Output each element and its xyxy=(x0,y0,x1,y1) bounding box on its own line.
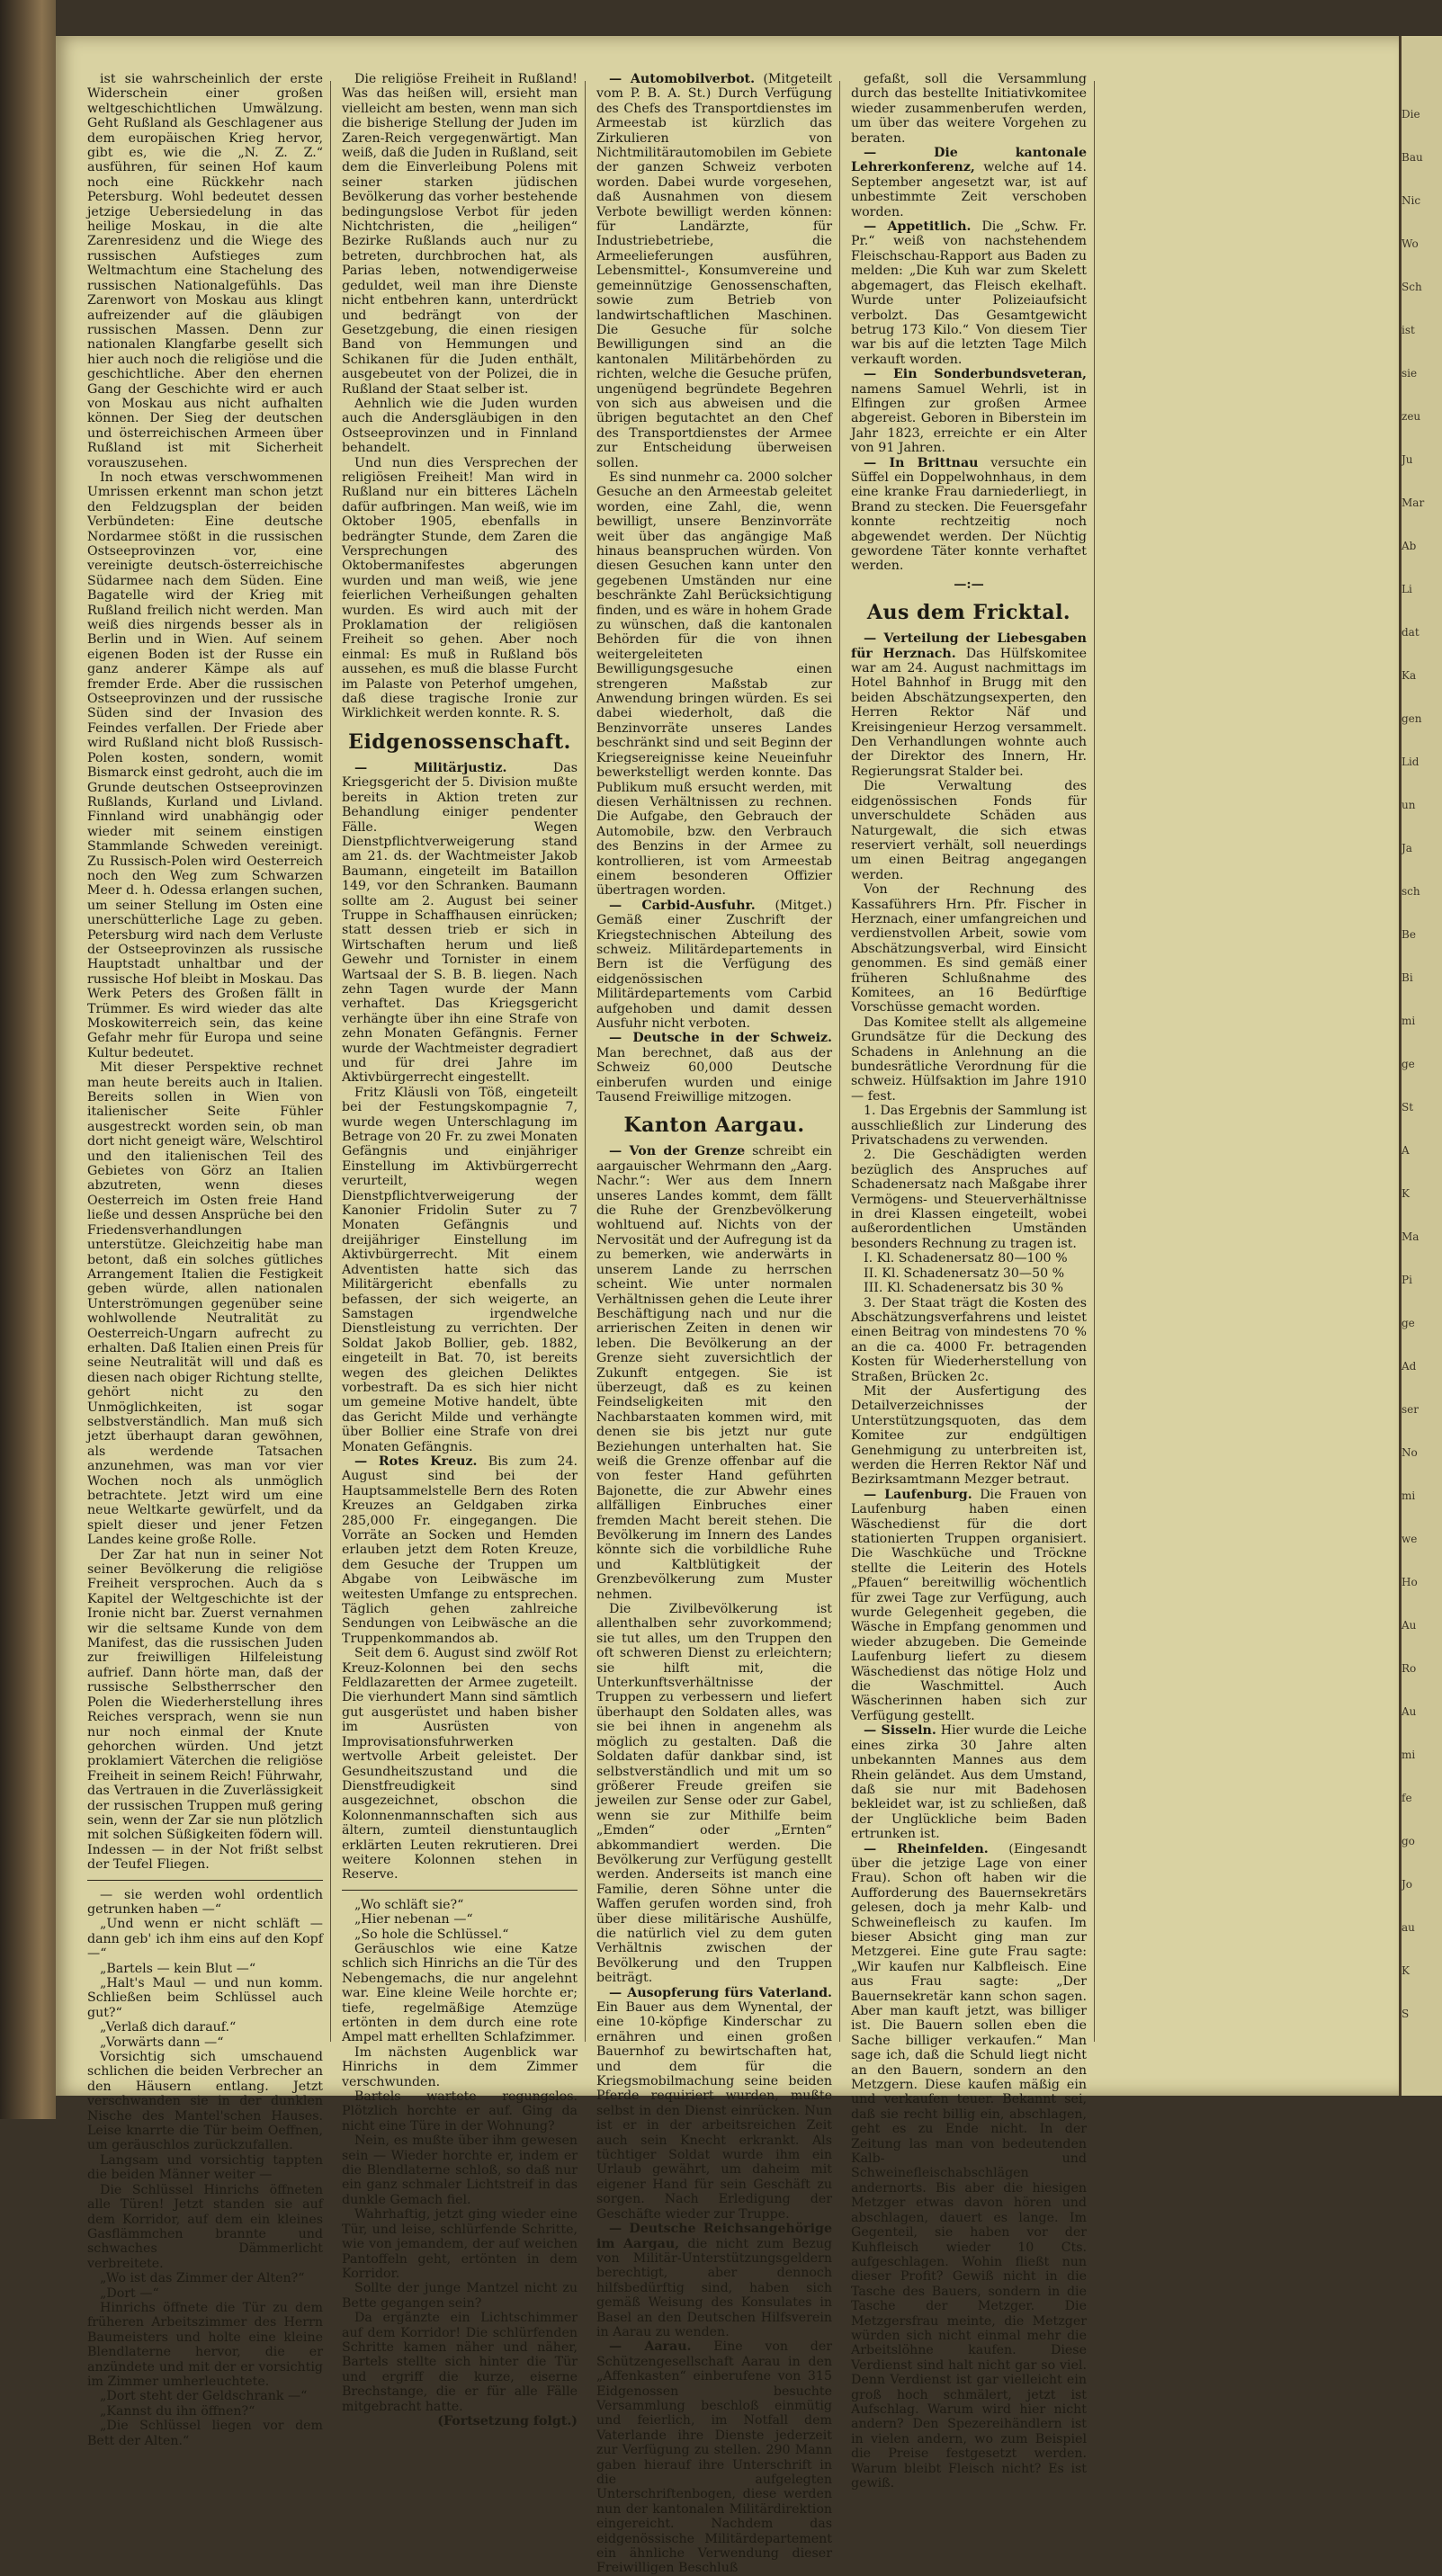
article-text: gefaßt, soll die Versammlung durch das bestellte Initiativkomitee wieder zusammenberufen werden, um über das weitere Vorgehen zu beraten. xyxy=(851,72,1087,146)
article-text: Wahrhaftig, jetzt ging wieder eine Tür, und leise, schlürfende Schritte, wie von jemandem, der auf weichen Pantoffeln geht, ertönten in dem Korridor. xyxy=(342,2207,578,2281)
section-title xyxy=(342,729,578,756)
article-text: Bartels wartete regungslos. Plötzlich horchte er auf. Ging da nicht eine Türe in der Wohnung? xyxy=(342,2089,578,2133)
article-paragraph xyxy=(851,1266,1087,1281)
article-heading: — Rotes Kreuz. xyxy=(354,1453,478,1469)
edge-text-fragment: K xyxy=(1402,1187,1410,1200)
article-paragraph xyxy=(851,367,1087,455)
article-heading: — Militärjustiz. xyxy=(354,760,507,775)
article-paragraph xyxy=(87,2404,323,2419)
edge-text-fragment: Ab xyxy=(1402,540,1417,552)
edge-text-fragment: Ka xyxy=(1402,669,1417,682)
article-paragraph xyxy=(342,2133,578,2207)
continuation-note xyxy=(342,2414,578,2428)
edge-text-fragment: fe xyxy=(1402,1792,1412,1804)
edge-text-fragment: Li xyxy=(1402,583,1412,595)
article-text: I. Kl. Schadenersatz 80—100 % xyxy=(864,1251,1068,1266)
article-text: Fritz Kläusli von Töß, eingeteilt bei der Festungskompagnie 7, wurde wegen Unterschlagung im Betrage von 20 Fr. zu zwei Monaten Gefängnis und einjähriger Einstellung im Aktivbürgerrecht verurteilt, wegen Dienstpflichtverweigerung der Kanonier Fridolin Suter zu 7 Monaten Gefängnis und dreijähriger Einstellung im Aktivbürgerrecht. Mit einem Adventisten hatte sich das Militärgericht ebenfalls zu befassen, der sich weigerte, an Samstagen irgendwelche Dienstleistung zu verrichten. Der Soldat Jakob Bollier, geb. 1882, eingeteilt in Bat. 70, ist bereits wegen des gleichen Deliktes vorbestraft. Da es sich hier nicht um gemeine Motive handelt, übte das Gericht Milde und verhängte über Bollier eine Strafe von drei Monaten Gefängnis. xyxy=(342,1085,578,1454)
column-rule xyxy=(1094,81,1095,2042)
article-text: Von der Rechnung des Kassaführers Hrn. Pfr. Fischer in Herznach, einer umfangreichen und verdienstvollen Arbeit, sowie vom Abschätzungsverbal, wird Einsicht genommen. Es sind gemäß einer früheren Schlußnahme des Komitees, an 16 Bedürftige Vorschüsse gemacht worden. xyxy=(851,882,1087,1015)
separator xyxy=(851,577,1087,592)
edge-text-fragment: mi xyxy=(1402,1015,1416,1027)
article-text: Die Verwaltung des eidgenössischen Fonds für unverschuldete Schäden aus Naturgewalt, die sich etwas reserviert verhält, soll neuerdings um einen Beitrag angegangen werden. xyxy=(851,779,1087,882)
article-text: „Verlaß dich darauf.“ xyxy=(100,2020,237,2035)
edge-text-fragment: Au xyxy=(1402,1705,1417,1718)
article-heading: — Carbid-Ausfuhr. xyxy=(609,898,756,913)
article-paragraph xyxy=(851,1104,1087,1148)
edge-text-fragment: Ju xyxy=(1402,453,1413,466)
edge-text-fragment: ser xyxy=(1402,1403,1419,1416)
edge-text-fragment: au xyxy=(1402,1921,1415,1934)
article-text: Eine von der Schützengesellschaft Aarau in den „Affenkasten“ einberufene von 315 Eidgenossen besuchte Versammlung beschloß einmütig und feierlich, im Notfall dem Vaterlande ihre Dienste jederzeit zur Verfügung zu stellen. 290 Mann gaben hierauf ihre Unterschrift in die aufgelegten Unterschriftenbogen, diese werden nun der kantonalen Militärdirektion eingereicht. Nachdem das eidgenössische Militärdepartement ein ähnliche Verwendung dieser Freiwilligen Beschluß xyxy=(596,2339,833,2576)
article-text: Es sind nunmehr ca. 2000 solcher Gesuche an den Armeestab geleitet worden, eine Zahl, die, wenn bewilligt, unsere Benzinvorräte weit über das angängige Maß hinaus beanspruchen würden. Von diesen Gesuchen kann unter den gegebenen Umständen nur eine beschränkte Zahl Berücksichtigung finden, und es wäre in hohem Grade zu wünschen, daß die kantonalen Behörden für die von ihnen weitergeleiteten Bewilligungsgesuche einen strengeren Maßstab zur Anwendung bringen würden. Es sei dabei wiederholt, daß die Benzinvorräte unseres Landes beschränkt sind und seit Beginn der Kriegsereignisse keine Neueinfuhr bewerkstelligt werden konnte. Das Publikum muß ersucht werden, mit diesen Verhältnissen zu rechnen. Die Aufgabe, den Gebrauch der Automobile, bzw. den Verbrauch des Benzins in der Armee zu kontrollieren, ist vom Armeestab einem besonderen Offizier übertragen worden. xyxy=(596,470,832,899)
article-paragraph xyxy=(87,1888,323,1918)
article-text: 1. Das Ergebnis der Sammlung ist ausschließlich zur Linderung des Privatschadens zu verwenden. xyxy=(851,1104,1087,1149)
article-paragraph xyxy=(851,631,1087,779)
edge-text-fragment: sch xyxy=(1402,885,1420,898)
edge-text-fragment: un xyxy=(1402,799,1416,811)
article-paragraph xyxy=(851,1251,1087,1266)
article-text: Mit dieser Perspektive rechnet man heute bereits auch in Italien. Bereits sollen in Wien von italienischer Seite Fühler ausgestreckt worden sein, ob man dort nicht geneigt wäre, Welschtirol und den italienischen Teil des Gebietes von Görz an Italien abzutreten, wenn dieses Oesterreich im Osten freie Hand ließe und dessen Ansprüche bei den Friedensverhandlungen unterstütze. Gleichzeitig habe man betont, daß ein solches gütliches Arrangement Italien die Festigkeit geben würde, allen nationalen Unterströmungen gegenüber seine wohlwollende Neutralität zu Oesterreich-Ungarn aufrecht zu erhalten. Daß Italien einen Preis für seine Neutralität will und daß es diesen nach obiger Richtung stellte, gehört nicht zu den Unmöglichkeiten, ist sogar selbstverständlich. Man muß sich jetzt überhaupt daran gewöhnen, als werdende Tatsachen anzunehmen, was man vor vier Wochen noch als unmöglich betrachtete. Jetzt wird um eine neue Weltkarte gewürfelt, und da spielt dieser und jener Fetzen Landes keine große Rolle. xyxy=(87,1060,323,1548)
article-paragraph xyxy=(342,1942,578,2045)
edge-text-fragment: A xyxy=(1402,1144,1410,1157)
article-text: „Und wenn er nicht schläft — dann geb' ich ihm eins auf den Kopf —“ xyxy=(87,1917,323,1962)
article-text: Die Zivilbevölkerung ist allenthalben sehr zuvorkommend; sie tut alles, um den Truppen den oft schweren Dienst zu erleichtern; sie hilft mit, die Unterkunftsverhältnisse der Truppen zu verbessern und liefert überhaupt den Soldaten alles, was sie bei ihnen in angenehm als möglich zu gestalten. Daß die Soldaten dafür dankbar sind, ist selbstverständlich und mit um so größerer Freude greifen sie jeweilen zur Sense oder zur Gabel, wenn sie zur Mithilfe beim „Emden“ oder „Ernten“ abkommandiert werden. Die Bevölkerung zur Verfügung gestellt werden. Anderseits ist manch eine Familie, deren Söhne unter die Waffen gerufen worden sind, froh über diese militärische Aushülfe, die natürlich viel zu dem guten Verhältnis zwischen der Bevölkerung und den Truppen beiträgt. xyxy=(596,1602,832,1986)
article-text: welche auf 14. September angesetzt war, ist auf unbestimmte Zeit verschoben worden. xyxy=(851,160,1087,219)
article-text: Das Komitee stellt als allgemeine Grundsätze für die Deckung des Schadens in Anlehnung an die bundesrätliche Verordnung für die schweiz. Hülfsaktion im Jahre 1910 — fest. xyxy=(851,1015,1087,1104)
article-paragraph xyxy=(87,1060,323,1547)
article-text: Man berechnet, daß aus der Schweiz 60,000 Deutsche einberufen wurden und einige Tausend Freiwillige mitzogen. xyxy=(596,1045,832,1105)
article-paragraph xyxy=(596,899,832,1032)
article-paragraph xyxy=(851,146,1087,219)
article-text: „Hier nebenan —“ xyxy=(354,1912,473,1928)
article-heading: — Die kantonale Lehrerkonferenz, xyxy=(851,146,1087,175)
article-paragraph xyxy=(342,1454,578,1646)
article-text: (Eingesandt über die jetzige Lage von einer Frau). Schon oft haben wir die Aufforderung des Bauernsekretärs gelesen, doch ja mehr Kalb- und Schweinefleisch zu kaufen. Im bieser Absicht ging man zur Metzgerei. Eine gute Frau sagte: „Wir kaufen nur Kalbfleisch. Eine aus Frau sagte: „Der Bauernsekretär kann schon sagen. Aber man kauft jetzt, was billiger ist. Die Bauern sollen eben die Sache billiger verkaufen.“ Man sage ich, daß die Schuld liegt nicht an den Bauern, sondern an den Metzgern. Diese kaufen mäßig ein und verkaufen teuer. Bekannt sei, daß sie recht billig ein, abschlagen, geht es zu Ende nicht. In der Zeitung las man von bedeutenden Kalb- und Schweinefleischabschlägen andernorts. Bis aber die hiesigen Metzger etwas davon hören und abschlagen, dauert es lange. Im Gegenteil, sie haben vor der Kuhfleisch wieder 10 Cts. aufgeschlagen. Wohin fließt nun dieser Profit? Gewiß nicht in die Tasche des Bauers, sondern in die Tasche der Metzger. Die Metzgersfrau meinte, die Metzger würden sich nicht einmal mehr die Arbeitslöhne kaufen. Diese Verdienst sind halt nicht gar so viel. Denn Verdienst ist gar vielleicht ein groß hoch schmälert, jetzt ist Aufschlag. Warum wird hier nicht andern? Den Spezereihändlern ist in vielen andern, wo zum Beispiel die Preise festgesetzt werden. Warum bleibt Fleisch nicht? Es ist gewiß. xyxy=(851,1841,1088,2491)
section-title xyxy=(851,599,1087,626)
article-text: „Die Schlüssel liegen vor dem Bett der Alten.“ xyxy=(87,2419,323,2448)
article-paragraph xyxy=(851,456,1087,574)
article-text: (Mitget.) Gemäß einer Zuschrift der Kriegstechnischen Abteilung des schweiz. Militärdepartements in Bern ist die Verfügung des eidgenössischen Militärdepartements vom Carbid aufgehoben und damit dessen Ausfuhr nicht verboten. xyxy=(596,898,832,1031)
article-heading: — Ausopferung fürs Vaterland. xyxy=(609,1985,832,2000)
article-heading: — Laufenburg. xyxy=(864,1487,972,1502)
article-paragraph xyxy=(87,72,323,470)
edge-text-fragment: zeu xyxy=(1402,410,1421,423)
edge-text-fragment: St xyxy=(1402,1101,1414,1114)
edge-text-fragment: we xyxy=(1402,1533,1418,1545)
edge-text-fragment: Ja xyxy=(1402,842,1412,854)
article-text: „Halt's Maul — und nun komm. Schließen beim Schlüssel auch gut?“ xyxy=(87,1976,323,2020)
article-paragraph xyxy=(87,1917,323,1961)
article-paragraph xyxy=(851,779,1087,882)
article-text: Eidgenossenschaft. xyxy=(348,729,571,754)
article-paragraph xyxy=(596,1602,832,1986)
article-text: Kanton Aargau. xyxy=(623,1114,805,1138)
article-paragraph xyxy=(87,470,323,1060)
article-heading: — Von der Grenze xyxy=(609,1144,746,1159)
article-text: In noch etwas verschwommenen Umrissen erkennt man schon jetzt den Feldzugsplan der beiden Verbündeten: Eine deutsche Nordarmee stößt in die russischen Ostseeprovinzen vor, eine vereinigte deutsch-österreichische Südarmee nach dem Süden. Eine Bagatelle wird der Krieg mit Rußland freilich nicht werden. Man weiß dies nirgends besser als in Berlin und in Wien. Auf seinem eigenen Boden ist der Russe ein ganz anderer Kämpe als auf fremder Erde. Aber die russischen Ostseeprovinzen und der russische Süden sind der Invasion des Feindes verfallen. Der Friede aber wird Rußland nicht bloß Russisch-Polen kosten, sondern, womit Bismarck einst gedroht, auch die im Grunde deutschen Ostseeprovinzen Rußlands, Kurland und Livland. Finnland wird unabhängig oder wieder mit seinem einstigen Stammlande Schweden vereinigt. Zu Russisch-Polen wird Oesterreich noch den Weg zum Schwarzen Meer d. h. Odessa erlangen suchen, um seiner Stellung im Osten eine unerschütterliche Lage zu geben. Petersburg wird nach dem Verluste der Ostseeprovinzen als russische Hauptstadt unhaltbar und der russische Hof bleibt in Moskau. Das Werk Peters des Großen fällt in Trümmer. Es wird wieder das alte Moskowiterreich sein, das keine Gefahr mehr für Europa und seine Kultur bedeutet. xyxy=(87,470,323,1060)
article-text: Und nun dies Versprechen der religiösen Freiheit! Man wird in Rußland nur ein bitteres Lächeln dafür aufbringen. Man weiß, wie im Oktober 1905, ebenfalls in bedrängter Stunde, dem Zaren die Versprechungen des Oktobermanifestes abgerungen wurden und man weiß, wie jene feierlichen Verheißungen gehalten wurden. Es wird auch mit der Proklamation der religiösen Freiheit so gehen. Aber noch einmal: Es muß in Rußland bös aussehen, es muß die blasse Furcht im Palaste von Peterhof umgehen, daß diese tragische Ironie zur Wirklichkeit werden konnte. R. S. xyxy=(342,455,578,721)
article-heading: — Deutsche Reichsangehörige im Aargau, xyxy=(596,2222,832,2251)
edge-text-fragment: Jo xyxy=(1402,1878,1413,1891)
article-paragraph xyxy=(851,72,1087,146)
article-paragraph xyxy=(851,1384,1087,1488)
article-paragraph xyxy=(342,2089,578,2133)
edge-text-fragment: Mar xyxy=(1402,496,1425,509)
edge-text-fragment: K xyxy=(1402,1964,1410,1977)
article-text: Geräuschlos wie eine Katze schlich sich Hinrichs an die Tür des Nebengemachs, die nur angelehnt war. Eine kleine Weile horchte er; tiefe, regelmäßige Atemzüge ertönten in dem durch eine rote Ampel matt erhellten Schlafzimmer. xyxy=(342,1941,578,2045)
article-heading: — Appetitlich. xyxy=(864,219,972,235)
edge-text-fragment: Be xyxy=(1402,928,1416,941)
edge-text-fragment: S xyxy=(1402,2008,1410,2020)
article-paragraph xyxy=(851,1488,1087,1724)
edge-text-fragment: No xyxy=(1402,1446,1418,1459)
article-paragraph xyxy=(87,2050,323,2153)
article-paragraph xyxy=(596,2339,832,2576)
article-heading: — Verteilung der Liebesgaben für Herznach. xyxy=(851,631,1087,661)
article-text: „Vorwärts dann —“ xyxy=(100,2035,224,2050)
article-paragraph xyxy=(851,1842,1087,2491)
edge-text-fragment: Wo xyxy=(1402,237,1419,250)
edge-text-fragment: ist xyxy=(1402,324,1415,336)
article-text: Ein Bauer aus dem Wynental, der eine 10-köpfige Kinderschar zu ernähren und einen großen Bauernhof zu bewirtschaften hat, und dem für die Kriegsmobilmachung seine beiden Pferde requiriert wurden, mußte selbst in den Dienst einrücken. Nun ist er in der arbeitsreichen Zeit auch sein Knecht erkrankt. Als tüchtiger Soldat wurde ihm ein Urlaub gewährt, um daheim mit eigener Hand für sein Geschäft zu sorgen. Nach Erledigung der Geschäfte wieder zur Truppe. xyxy=(596,2000,832,2222)
article-text: Das Kriegsgericht der 5. Division mußte bereits in Aktion treten zur Behandlung einiger pendenter Fälle. Wegen Dienstpflichtverweigerung stand am 21. ds. der Wachtmeister Jakob Baumann, eingeteilt im Bataillon 149, vor den Schranken. Baumann sollte am 2. August bei seiner Truppe in Schaffhausen einrücken; statt dessen trieb er sich in Wirtschaften herum und ließ Gewehr und Tornister in einem Wartsaal der S. B. B. liegen. Nach zehn Tagen wurde der Mann verhaftet. Das Kriegsgericht verhängte über ihn eine Strafe von zehn Monaten Gefängnis. Ferner wurde der Wachtmeister degradiert und für drei Jahre im Aktivbürgerrecht eingestellt. xyxy=(342,760,578,1086)
column-rule xyxy=(839,81,840,2042)
article-paragraph xyxy=(87,2389,323,2403)
edge-text-fragment: mi xyxy=(1402,1749,1416,1761)
article-paragraph xyxy=(342,2281,578,2311)
article-paragraph xyxy=(851,1723,1087,1841)
article-heading: — Sisseln. xyxy=(864,1723,936,1739)
section-rule xyxy=(87,1880,323,1881)
article-paragraph xyxy=(87,2286,323,2301)
adjacent-page-edge xyxy=(1399,36,1442,2096)
article-paragraph xyxy=(851,1015,1087,1104)
edge-text-fragment: Ro xyxy=(1402,1662,1417,1675)
article-paragraph xyxy=(851,1281,1087,1295)
article-paragraph xyxy=(87,2153,323,2183)
article-text: II. Kl. Schadenersatz 30—50 % xyxy=(864,1266,1065,1281)
article-paragraph xyxy=(87,1976,323,2020)
article-text: 2. Die Geschädigten werden bezüglich des Anspruches auf Schadenersatz nach Maßgabe ihrer Vermögens- und Steuerverhältnisse in drei Klassen eingeteilt, wobei außerordentlichen Umständen besonders Rechnung zu tragen ist. xyxy=(851,1148,1087,1251)
edge-text-fragment: Sch xyxy=(1402,281,1422,293)
article-text: Sollte der junge Mantzel nicht zu Bette gegangen sein? xyxy=(342,2281,578,2311)
column-1 xyxy=(87,72,323,2448)
article-heading: — Deutsche in der Schweiz. xyxy=(609,1031,832,1046)
article-text: Aehnlich wie die Juden wurden auch die Andersgläubigen in den Ostseeprovinzen und in Finnland behandelt. xyxy=(342,396,578,456)
article-heading: — Automobilverbot. xyxy=(609,72,756,86)
article-paragraph xyxy=(87,2020,323,2035)
article-paragraph xyxy=(851,1296,1087,1384)
edge-text-fragment: Ho xyxy=(1402,1576,1418,1588)
article-paragraph xyxy=(87,2301,323,2389)
article-paragraph xyxy=(342,1898,578,1912)
article-text: Die religiöse Freiheit in Rußland! Was das heißen will, ersieht man vielleicht am besten, wenn man sich die bisherige Stellung der Juden im Zaren-Reich vergegenwärtigt. Man weiß, daß die Juden in Rußland, seit dem die Einverleibung Polens mit seiner starken jüdischen Bevölkerung das vorher bestehende bedingungslose Verbot für jeden Nichtchristen, die „heiligen“ Bezirke Rußlands auch nur zu betreten, durchbrochen hat, als Parias leben, notwendigerweise geduldet, weil man ihre Dienste nicht entbehren kann, unterdrückt und bedrängt von der Gesetzgebung, die einen riesigen Band von Hemmungen und Schikanen für die Juden enthält, ausgebeutet von der Polizei, die in Rußland der Staat selber ist. xyxy=(342,72,578,397)
article-paragraph xyxy=(342,1646,578,1883)
article-heading: — Rheinfelden. xyxy=(864,1841,989,1856)
article-text: Hinrichs öffnete die Tür zu dem früheren Arbeitszimmer des Herrn Baumeisters und holte eine kleine Blendlaterne hervor, die er anzündete und mit der er vorsichtig im Zimmer umherleuchtete. xyxy=(87,2300,323,2389)
book-binding xyxy=(0,0,56,2119)
column-rule xyxy=(330,81,331,2042)
article-heading: — Ein Sonderbundsveteran, xyxy=(864,367,1087,382)
article-paragraph xyxy=(87,2035,323,2050)
article-text: „So hole die Schlüssel.“ xyxy=(354,1927,509,1942)
article-paragraph xyxy=(342,2207,578,2281)
article-paragraph xyxy=(596,1986,832,2223)
article-text: Das Hülfskomitee war am 24. August nachmittags im Hotel Bahnhof in Brugg mit den beiden Abschätzungsexperten, den Herren Rektor Näf und Kreisingenieur Herzog versammelt. Den Verhandlungen wohnte auch der Direktor des Innern, Hr. Regierungsrat Stalder bei. xyxy=(851,646,1087,779)
article-text: versuchte ein Süffel ein Doppelwohnhaus, in dem eine kranke Frau darniederliegt, in Brand zu stecken. Die Feuersgefahr konnte rechtzeitig noch abgewendet werden. Der Nüchtig gewordene Täter konnte verhaftet werden. xyxy=(851,455,1087,574)
article-paragraph xyxy=(87,2419,323,2448)
edge-text-fragment: ge xyxy=(1402,1058,1415,1070)
edge-text-fragment: Lid xyxy=(1402,756,1420,768)
article-paragraph xyxy=(342,397,578,456)
article-paragraph xyxy=(342,1086,578,1454)
article-text: „Wo schläft sie?“ xyxy=(354,1897,464,1912)
edge-text-fragment: mi xyxy=(1402,1489,1416,1502)
article-text: Aus dem Fricktal. xyxy=(866,601,1071,625)
article-text: 3. Der Staat trägt die Kosten des Abschätzungsverfahrens und leistet einen Beitrag von mindestens 70 % an die ca. 4000 Fr. betragenden Kosten für Wiederherstellung von Straßen, Brücken 2c. xyxy=(851,1295,1087,1384)
edge-text-fragment: sie xyxy=(1402,367,1418,380)
edge-text-fragment: Pi xyxy=(1402,1274,1412,1286)
article-text: Langsam und vorsichtig tappten die beiden Männer weiter — xyxy=(87,2152,323,2183)
article-text: „Dort steht der Geldschrank —“ xyxy=(100,2389,308,2404)
article-text: die nicht zum Bezug von Militär-Unterstützungsgeldern berechtigt, aber dennoch hilfsbedürftig sind, haben sich gemäß Weisung des Konsulates in Basel an den Deutschen Hilfsverein in Aarau zu wenden. xyxy=(596,2236,832,2339)
article-paragraph xyxy=(596,470,832,899)
edge-text-fragment: Ma xyxy=(1402,1230,1420,1243)
article-text: „Wo ist das Zimmer der Alten?“ xyxy=(100,2271,305,2286)
column-3 xyxy=(596,72,833,2576)
article-heading: — Aarau. xyxy=(609,2339,692,2355)
article-paragraph xyxy=(342,72,578,397)
article-paragraph xyxy=(342,456,578,721)
article-text: ist sie wahrscheinlich der erste Widerschein einer großen weltgeschichtlichen Umwälzung. Geht Rußland als Geschlagener aus dem europäischen Krieg hervor, gibt es, wie die „N. Z. Z.“ ausführen, für seinen Hof kaum noch eine Rückkehr nach Petersburg. Wohl bedeutet dessen jetzige Uebersiedelung in das heilige Moskau, in die alte Zarenresidenz und die Wiege des russischen Aufstieges zum Weltmachtum eine Stachelung des russischen Nationalgefühls. Das Zarenwort von Moskau aus klingt aufreizender auf die gläubigen russischen Massen. Denn zur nationalen Klangfarbe gesellt sich hier auch noch die religiöse und die geschichtliche. Aber den ehernen Gang der Geschichte wird er auch von Moskau aus nicht aufhalten können. Der Sieg der deutschen und österreichischen Armeen über Rußland ist mit Sicherheit vorauszusehen. xyxy=(87,72,323,470)
article-paragraph xyxy=(87,2183,323,2271)
edge-text-fragment: Bi xyxy=(1402,971,1413,984)
article-text: —:— xyxy=(954,577,984,592)
article-paragraph xyxy=(851,1148,1087,1251)
article-paragraph xyxy=(596,1144,832,1602)
article-text: „Kannst du ihn öffnen?“ xyxy=(100,2403,255,2419)
article-paragraph xyxy=(87,1962,323,1976)
edge-text-fragment: gen xyxy=(1402,712,1422,725)
section-rule xyxy=(342,1890,578,1891)
edge-text-fragment: Au xyxy=(1402,1619,1417,1632)
article-text: Seit dem 6. August sind zwölf Rot Kreuz-Kolonnen bei den sechs Feldlazaretten der Armee zugeteilt. Die vierhundert Mann sind sämtlich gut ausgerüstet und haben bisher im Ausrüsten von Improvisationsfuhrwerken wertvolle Arbeit geleistet. Der Gesundheitszustand und die Dienstfreudigkeit sind ausgezeichnet, obschon die Kolonnenmannschaften sich aus ältern, zumteil dienstuntauglich erklärten Leuten rekrutieren. Drei weitere Kolonnen stehen in Reserve. xyxy=(342,1646,578,1883)
article-text: Im nächsten Augenblick war Hinrichs in dem Zimmer verschwunden. xyxy=(342,2044,578,2089)
article-paragraph xyxy=(342,761,578,1086)
article-text: (Mitgeteilt vom P. B. A. St.) Durch Verfügung des Chefs des Transportdienstes im Armeestab ist kürzlich das Zirkulieren von Nichtmilitärautomobilen im Gebiete der ganzen Schweiz verboten worden. Dabei wurde vorgesehen, daß Ausnahmen von diesem Verbote bewilligt werden können: für Landärzte, für Industriebetriebe, die Armeelieferungen ausführen, Lebensmittel-, Konsumvereine und gemeinnützige Genossenschaften, sowie zum Betrieb von landwirtschaftlichen Maschinen. Die Gesuche für solche Bewilligungen sind an die kantonalen Militärbehörden zu richten, welche die Gesuche prüfen, ungenügend begründete Begehren von sich aus abweisen und die übrigen begutachtet an den Chef des Transportdienstes der Armee zur Entscheidung überweisen sollen. xyxy=(596,72,832,470)
article-text: Mit der Ausfertigung des Detailverzeichnisses der Unterstützungsquoten, das dem Komitee zur endgültigen Genehmigung zu unterbreiten ist, werden die Herren Rektor Näf und Bezirksamtmann Mezger betraut. xyxy=(851,1383,1087,1488)
article-paragraph xyxy=(342,1912,578,1927)
article-text: „Dort —“ xyxy=(100,2285,159,2301)
edge-text-fragment: go xyxy=(1402,1835,1415,1847)
article-text: Der Zar hat nun in seiner Not seiner Bevölkerung die religiöse Freiheit versprochen. Auch da s Kapitel der Weltgeschichte ist der Ironie nicht bar. Zuerst vernahmen wir die seltsame Kunde von dem Manifest, das die russischen Juden zur freiwilligen Hilfeleistung aufrief. Dann hörte man, daß der russische Selbstherrscher den Polen die Wiederherstellung ihres Reiches versprach, wenn sie nun nur noch einmal der Knute gehorchen würden. Und jetzt proklamiert Väterchen die religiöse Freiheit in seinem Reich! Führwahr, das Vertrauen in die Zuverlässigkeit der russischen Truppen muß gering sein, wenn der Zar sie nun plötzlich mit solchen Süßigkeiten födern will. Indessen — in der Not frißt selbst der Teufel Fliegen. xyxy=(87,1547,323,1873)
article-text: III. Kl. Schadenersatz bis 30 % xyxy=(864,1281,1063,1296)
article-text: Bis zum 24. August sind bei der Hauptsammelstelle Bern des Roten Kreuzes an Geldgaben zirka 285,000 Fr. eingegangen. Die Vorräte an Socken und Hemden erlauben jetzt dem Roten Kreuze, dem Gesuche der Truppen um Abgabe von Leibwäsche im weitesten Umfange zu entsprechen. Täglich gehen zahlreiche Sendungen von Leibwäsche an die Truppenkommandos ab. xyxy=(342,1453,578,1646)
article-text: — sie werden wohl ordentlich getrunken haben —“ xyxy=(87,1887,323,1917)
article-paragraph xyxy=(596,72,832,470)
article-text: Die „Schw. Fr. Pr.“ weiß von nachstehendem Fleischschau-Rapport aus Baden zu melden: „Die Kuh war zum Skelett abgemagert, das Fleisch ekelhaft. Wurde unter Polizeiaufsicht verbolzt. Das Gesamtgewicht betrug 173 Kilo.“ Von diesem Tier war bis auf die letzten Tage Milch verkauft worden. xyxy=(851,219,1088,367)
edge-text-fragment: dat xyxy=(1402,626,1420,639)
column-2 xyxy=(342,72,578,2428)
article-text: „Bartels — kein Blut —“ xyxy=(100,1961,256,1976)
article-text: Nein, es mußte über ihm gewesen sein — Wieder horchte er, indem er die Blendlaterne schloß, so daß nur ein ganz schmaler Lichtstreif in das dunkle Gemach fiel. xyxy=(342,2133,578,2207)
article-text: (Fortsetzung folgt.) xyxy=(437,2413,578,2428)
article-text: Vorsichtig sich umschauend schlichen die beiden Verbrecher an den Häusern entlang. Jetzt verschwanden sie in der dunklen Nische des Mantel'schen Hauses. Leise knarrte die Tür beim Oeffnen, um geräuschlos zurückzufallen. xyxy=(87,2050,323,2153)
article-paragraph xyxy=(342,2311,578,2414)
article-paragraph xyxy=(851,882,1087,1015)
edge-text-fragment: Bau xyxy=(1402,151,1423,164)
article-paragraph xyxy=(342,2045,578,2089)
article-paragraph xyxy=(87,1548,323,1873)
article-heading: — In Brittnau xyxy=(864,455,979,470)
column-4 xyxy=(851,72,1088,2491)
edge-text-fragment: Die xyxy=(1402,108,1420,121)
article-text: namens Samuel Wehrli, ist in Elfingen zur großen Armee abgereist. Geboren in Biberstein im Jahr 1823, erreichte er ein Alter von 91 Jahren. xyxy=(851,381,1087,456)
column-rule xyxy=(585,81,586,2042)
article-text: Hier wurde die Leiche eines zirka 30 Jahre alten unbekannten Mannes aus dem Rhein geländet. Aus dem Umstand, daß sie nur mit Badehosen bekleidet war, ist zu schließen, daß der Unglückliche beim Baden ertrunken ist. xyxy=(851,1723,1087,1842)
article-paragraph xyxy=(596,1031,832,1105)
article-text: Die Frauen von Laufenburg haben einen Wäschedienst für die dort stationierten Truppen organisiert. Die Waschküche und Tröckne stellte die Leiterin des Hotels „Pfauen“ bereitwillig wöchentlich für zwei Tage zur Verfügung, auch wurde Gelegenheit gegeben, die Wäsche in Empfang genommen und wieder abzugeben. Die Gemeinde Laufenburg liefert zu diesem Wäschedienst das nötige Holz und die Waschmittel. Auch Wäscherinnen haben sich zur Verfügung gestellt. xyxy=(851,1487,1088,1723)
article-text: Die Schlüssel Hinrichs öffneten alle Türen! Jetzt standen sie auf dem Korridor, auf dem ein kleines Gasflämmchen brannte und schwaches Dämmerlicht verbreitete. xyxy=(87,2182,323,2271)
article-paragraph xyxy=(342,1928,578,1942)
edge-text-fragment: ge xyxy=(1402,1317,1415,1329)
article-paragraph xyxy=(87,2271,323,2285)
article-paragraph xyxy=(851,219,1087,367)
article-paragraph xyxy=(596,2222,832,2339)
edge-text-fragment: Ad xyxy=(1402,1360,1417,1373)
article-text: schreibt ein aargauischer Wehrmann den „Aarg. Nachr.“: Wer aus dem Innern unseres Landes kommt, dem fällt die Ruhe der Grenzbevölkerung wohltuend auf. Nichts von der Nervosität und der Aufregung ist da zu bemerken, wie anderwärts in unserem Lande zu herrschen scheint. Wie unter normalen Verhältnissen gehen die Leute ihrer Beschäftigung nach und nur die arrierischen Zeiten in denen wir leben. Die Bevölkerung an der Grenze sieht zuversichtlich der Zukunft entgegen. Sie ist überzeugt, daß es zu keinen Feindseligkeiten mit den Nachbarstaaten kommen wird, mit denen sie bis jetzt nur gute Beziehungen unterhalten hat. Sie weiß die Grenze offenbar auf die von fester Hand geführten Bajonette, die zur Abwehr eines allfälligen Einbruches einer fremden Macht bereit stehen. Die Bevölkerung im Innern des Landes könnte sich die vorbildliche Ruhe und Kaltblütigkeit der Grenzbevölkerung zum Muster nehmen. xyxy=(596,1144,832,1602)
edge-text-fragment: Nic xyxy=(1402,194,1421,207)
article-text: Da ergänzte ein Lichtschimmer auf dem Korridor! Die schlürfenden Schritte kamen näher und näher, Bartels stellte sich hinter die Tür und ergriff die kurze, eiserne Brechstange, die er für alle Fälle mitgebracht hatte. xyxy=(342,2311,578,2414)
section-title xyxy=(596,1112,832,1139)
